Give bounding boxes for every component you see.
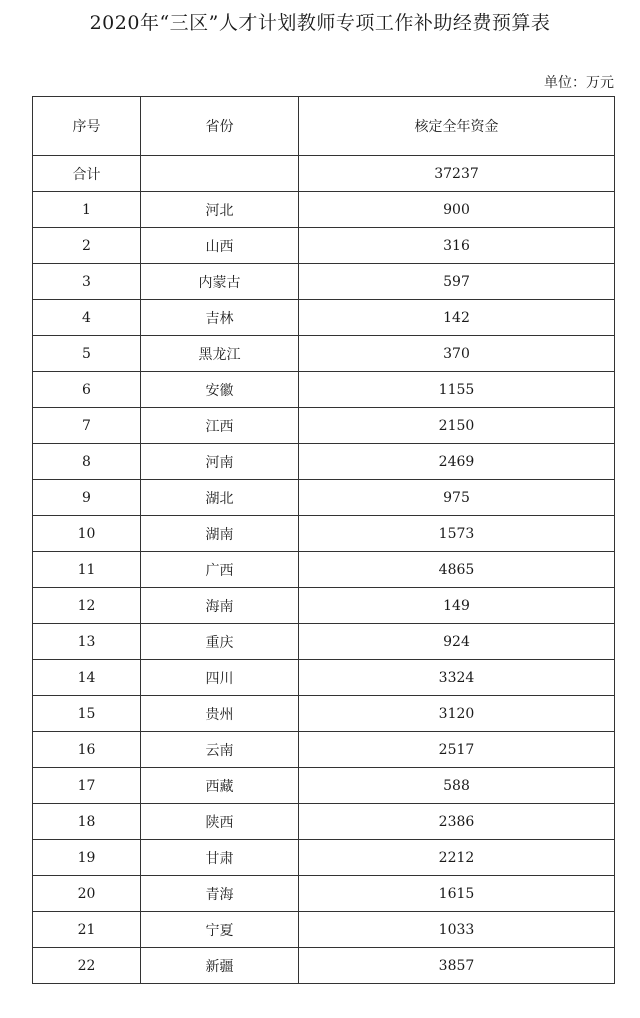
row-amount: 900 [299,192,615,228]
row-serial-number: 12 [33,588,141,624]
row-province: 重庆 [141,624,299,660]
table-row [33,876,615,912]
row-province: 吉林 [141,300,299,336]
table-row [33,912,615,948]
header-province: 省份 [141,97,299,156]
row-province: 甘肃 [141,840,299,876]
row-province: 青海 [141,876,299,912]
row-province: 云南 [141,732,299,768]
row-serial-number: 11 [33,552,141,588]
row-amount: 1615 [299,876,615,912]
header-annual-funding: 核定全年资金 [299,97,615,156]
header-serial-number: 序号 [33,97,141,156]
row-amount: 3120 [299,696,615,732]
row-serial-number: 1 [33,192,141,228]
table-row [33,732,615,768]
unit-label: 单位：万元 [544,75,614,91]
row-serial-number: 13 [33,624,141,660]
row-serial-number: 3 [33,264,141,300]
row-province: 河北 [141,192,299,228]
table-row [33,264,615,300]
row-province: 西藏 [141,768,299,804]
row-province: 新疆 [141,948,299,984]
row-amount: 597 [299,264,615,300]
row-serial-number: 5 [33,336,141,372]
table-row [33,840,615,876]
total-amount: 37237 [299,156,615,192]
row-amount: 3324 [299,660,615,696]
budget-table [32,96,615,984]
row-serial-number: 19 [33,840,141,876]
row-province: 海南 [141,588,299,624]
row-amount: 975 [299,480,615,516]
row-amount: 2386 [299,804,615,840]
row-province: 湖南 [141,516,299,552]
row-amount: 149 [299,588,615,624]
total-label: 合计 [33,156,141,192]
table-row [33,516,615,552]
row-serial-number: 20 [33,876,141,912]
table-body [33,156,615,984]
row-province: 山西 [141,228,299,264]
row-province: 宁夏 [141,912,299,948]
table-row [33,624,615,660]
row-amount: 316 [299,228,615,264]
document-title: 2020年“三区”人才计划教师专项工作补助经费预算表 [89,12,551,34]
table-row [33,660,615,696]
row-serial-number: 4 [33,300,141,336]
table-header [33,97,615,156]
row-serial-number: 16 [33,732,141,768]
table-row [33,948,615,984]
header-row [33,97,615,156]
row-province: 陕西 [141,804,299,840]
row-serial-number: 17 [33,768,141,804]
table-row [33,480,615,516]
row-amount: 924 [299,624,615,660]
row-amount: 2517 [299,732,615,768]
table-row [33,300,615,336]
row-province: 黑龙江 [141,336,299,372]
table-row [33,336,615,372]
table-row [33,408,615,444]
table-row [33,768,615,804]
row-amount: 142 [299,300,615,336]
table-row [33,552,615,588]
row-serial-number: 18 [33,804,141,840]
row-province: 江西 [141,408,299,444]
table-row [33,444,615,480]
row-province: 湖北 [141,480,299,516]
row-serial-number: 22 [33,948,141,984]
row-amount: 2150 [299,408,615,444]
row-amount: 370 [299,336,615,372]
table-row [33,372,615,408]
table-row [33,192,615,228]
row-province: 安徽 [141,372,299,408]
row-province: 内蒙古 [141,264,299,300]
table-row [33,804,615,840]
total-province [141,156,299,192]
row-province: 四川 [141,660,299,696]
row-province: 广西 [141,552,299,588]
row-serial-number: 2 [33,228,141,264]
total-row [33,156,615,192]
row-serial-number: 9 [33,480,141,516]
row-serial-number: 15 [33,696,141,732]
row-amount: 1033 [299,912,615,948]
table-row [33,588,615,624]
row-amount: 2469 [299,444,615,480]
table-row [33,696,615,732]
row-serial-number: 7 [33,408,141,444]
row-amount: 4865 [299,552,615,588]
row-amount: 3857 [299,948,615,984]
row-province: 贵州 [141,696,299,732]
row-amount: 2212 [299,840,615,876]
row-serial-number: 6 [33,372,141,408]
row-serial-number: 8 [33,444,141,480]
row-amount: 1573 [299,516,615,552]
row-serial-number: 10 [33,516,141,552]
table-row [33,228,615,264]
row-amount: 1155 [299,372,615,408]
row-serial-number: 14 [33,660,141,696]
row-province: 河南 [141,444,299,480]
row-amount: 588 [299,768,615,804]
row-serial-number: 21 [33,912,141,948]
